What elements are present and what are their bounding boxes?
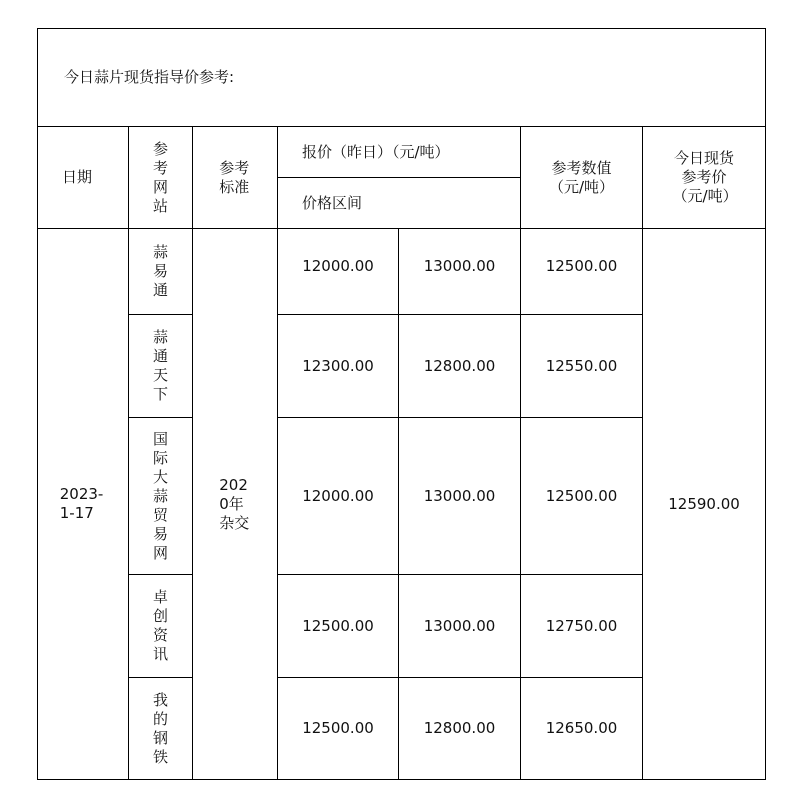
standard-cell xyxy=(193,229,278,780)
date-value: 2023-1-17 xyxy=(59,485,104,522)
header-date xyxy=(38,127,129,229)
header-quote-label: 报价（昨日）（元/吨） xyxy=(302,142,450,161)
ref-value-cell: 12500.00 xyxy=(521,229,643,315)
low-price-cell: 12000.00 xyxy=(278,229,399,315)
site-cell xyxy=(129,315,193,418)
site-cell xyxy=(129,229,193,315)
high-price-cell: 13000.00 xyxy=(399,229,521,315)
price-reference-table xyxy=(37,28,766,780)
header-standard xyxy=(193,127,278,229)
site-name: 我的钢铁 xyxy=(152,690,168,766)
site-name: 卓创资讯 xyxy=(152,588,168,663)
ref-value-cell: 12750.00 xyxy=(521,575,643,678)
high-price-cell: 13000.00 xyxy=(399,418,521,575)
site-cell xyxy=(129,678,193,780)
high-price-cell: 12800.00 xyxy=(399,315,521,418)
header-quote xyxy=(278,127,521,178)
header-range-label: 价格区间 xyxy=(302,193,363,212)
low-price-cell: 12300.00 xyxy=(278,315,399,418)
today-price-value: 12590.00 xyxy=(668,494,740,513)
ref-value-cell: 12550.00 xyxy=(521,315,643,418)
header-site-label: 参考网站 xyxy=(152,139,168,215)
high-price-cell: 13000.00 xyxy=(399,575,521,678)
low-price-cell: 12500.00 xyxy=(278,678,399,780)
today-price-cell xyxy=(643,229,766,780)
site-name: 蒜通天下 xyxy=(152,328,168,403)
site-name: 蒜易通 xyxy=(152,243,168,299)
ref-value-cell: 12650.00 xyxy=(521,678,643,780)
header-date-label: 日期 xyxy=(62,168,93,186)
header-today-price xyxy=(643,127,766,229)
header-ref-value-label: 参考数值（元/吨） xyxy=(548,158,615,196)
site-cell xyxy=(129,575,193,678)
low-price-cell: 12000.00 xyxy=(278,418,399,575)
header-range xyxy=(278,178,521,229)
header-today-price-label: 今日现货参考价（元/吨） xyxy=(672,149,738,205)
site-cell xyxy=(129,418,193,575)
ref-value-cell: 12500.00 xyxy=(521,418,643,575)
date-cell xyxy=(38,229,129,780)
table-title: 今日蒜片现货指导价参考: xyxy=(38,29,766,127)
standard-value: 2020年杂交 xyxy=(219,475,250,532)
high-price-cell: 12800.00 xyxy=(399,678,521,780)
site-name: 国际大蒜贸易网 xyxy=(152,429,168,562)
header-standard-label: 参考标准 xyxy=(219,158,250,196)
header-ref-value xyxy=(521,127,643,229)
header-site xyxy=(129,127,193,229)
low-price-cell: 12500.00 xyxy=(278,575,399,678)
